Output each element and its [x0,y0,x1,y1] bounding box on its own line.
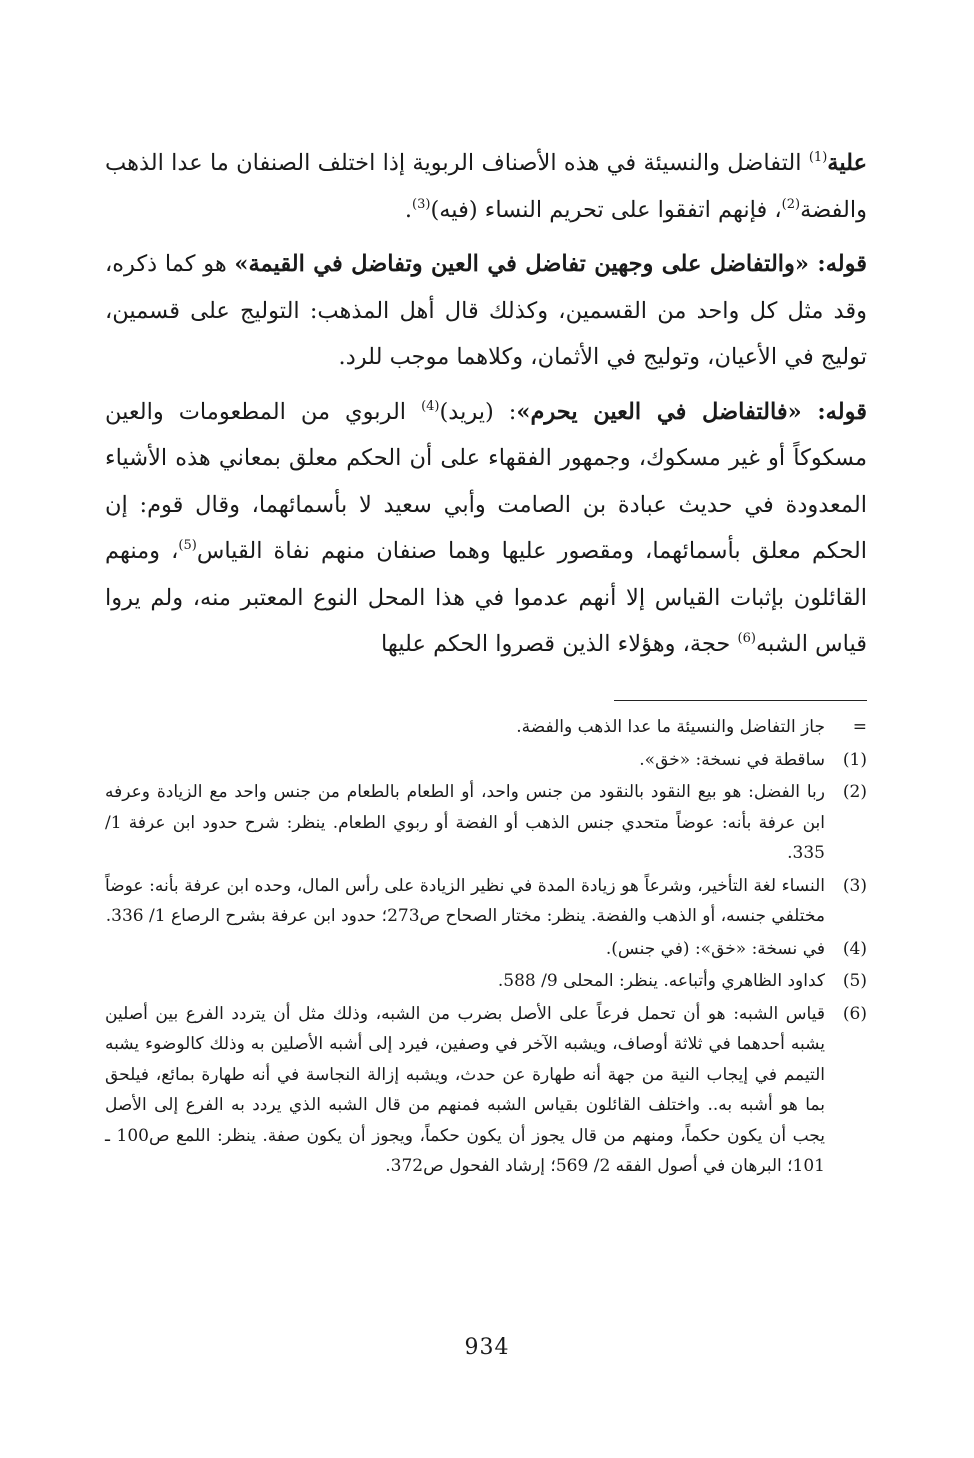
footnote-ref-1: (1) [808,150,828,165]
paragraph-1-text-a: التفاضل والنسيئة في هذه الأصناف الربوية إذا اختلف الصنفان ما عدا الذهب والفضة [105,150,867,223]
paragraph-2-quote: «والتفاضل على وجهين تفاضل في العين وتفاضل في القيمة» [234,251,809,277]
footnote-ref-6: (6) [737,631,756,646]
paragraph-3-text-c: ، ومنهم القائلون بإثبات القياس إلا أنهم عدموا في هذا المحل النوع المعتبر منه، ولم يروا قياس الشبه [105,538,867,657]
word-alliya: علية [827,150,867,176]
footnote-3 [105,871,867,932]
footnote-1 [105,745,867,776]
footnote-4 [105,934,867,965]
paragraph-2-text: هو كما ذكره، وقد مثل كل واحد من القسمين، وكذلك قال أهل المذهب: التوليج على قسمين، توليج في الأعيان، وتوليج في الأثمان، وكلاهما موجب للرد. [105,251,867,370]
footnote-text: النساء لغة التأخير، وشرعاً هو زيادة المدة في نظير الزيادة على رأس المال، وحده ابن عرفة بأنه: عوضاً مختلفي جنسه، أو الذهب والفضة. ينظر: مختار الصحاح ص273؛ حدود ابن عرفة بشرح الرصاع 1/ 336. [105,875,825,926]
paragraph-3-text-d: حجة، وهؤلاء الذين قصروا الحكم عليها [381,631,738,657]
footnote-ref-4: (4) [421,398,440,414]
footnote-number: = [852,717,867,737]
paragraph-2-label: قوله: [809,251,868,277]
footnote-ref-5: (5) [178,538,197,553]
footnote-continuation [105,712,867,743]
footnote-separator [614,700,867,701]
footnote-text: جاز التفاضل والنسيئة ما عدا الذهب والفضة. [516,717,825,737]
footnote-2 [105,777,867,869]
paragraph-1-text-c: . [404,196,412,223]
page-number: 934 [464,1335,510,1360]
footnote-text: ربا الفضل: هو بيع النقود بالنقود من جنس واحد، أو الطعام بالطعام من جنس واحد مع الزيادة وعرفه ابن عرفة بأنه: عوضاً متحدي جنس الذهب أو الفضة أو ربوي الطعام. ينظر: شرح حدود ابن عرفة 1/ 335. [105,782,825,863]
paragraph-3 [105,389,867,668]
footnote-text: قياس الشبه: هو أن تحمل فرعاً على الأصل بضرب من الشبه، وذلك مثل أن يتردد الفرع بين أصلين يشبه أحدهما في ثلاثة أوصاف، ويشبه الآخر في وصفين، فيرد إلى أشبه الأصلين به وذلك كالوضوء يشبه التيمم في إيجاب النية من جهة أنه طهارة عن حدث، ويشبه إزالة النجاسة في أنه طهارة بمائع، فيلحق بما هو أشبه به.. واختلف القائلون بقياس الشبه فمنهم من قال الشبه الذي يردد به الفرع إلى الأصل يجب أن يكون حكماً، ومنهم من قال يجوز أن يكون حكماً، ويجوز أن يكون صفة. ينظر: اللمع ص100 ـ 101؛ البرهان في أصول الفقه 2/ 569؛ إرشاد الفحول ص372. [105,1003,825,1176]
footnote-text: ساقطة في نسخة: «خق». [639,749,825,770]
footnote-number: (3) [842,875,867,896]
footnote-text: في نسخة: «خق»: (في جنس). [605,938,825,959]
paragraph-3-text-a: : (يريد) [439,398,517,425]
footnote-number: (2) [842,782,867,802]
footnote-ref-2: (2) [781,196,801,212]
paragraph-2 [105,241,867,381]
footnote-number: (5) [842,971,867,991]
main-text [105,140,867,676]
footnotes [105,712,867,1184]
paragraph-3-text-b: الربوي من المطعومات والعين مسكوكاً أو غير مسكوك، وجمهور الفقهاء على أن الحكم معلق بمعاني هذه الأشياء المعدودة في حديث عبادة بن الصامت وأبي سعيد لا بأسمائهما، وقال قوم: إن الحكم معلق بأسمائهما، ومقصور عليها وهما صنفان منهم نفاة القياس [105,398,867,564]
paragraph-1 [105,140,867,233]
footnote-number: (4) [842,938,867,959]
paragraph-1-text-b: ، فإنهم اتفقوا على تحريم النساء (فيه) [430,196,782,223]
paragraph-3-quote: «فالتفاضل في العين يحرم» [516,398,802,425]
footnote-5 [105,966,867,997]
footnote-ref-3: (3) [412,196,431,212]
paragraph-3-label: قوله: [801,398,867,425]
footnote-number: (1) [842,749,867,770]
footnote-text: كداود الظاهري وأتباعه. ينظر: المحلى 9/ 588. [497,971,825,991]
footnote-number: (6) [842,1003,867,1024]
footnote-6 [105,999,867,1182]
